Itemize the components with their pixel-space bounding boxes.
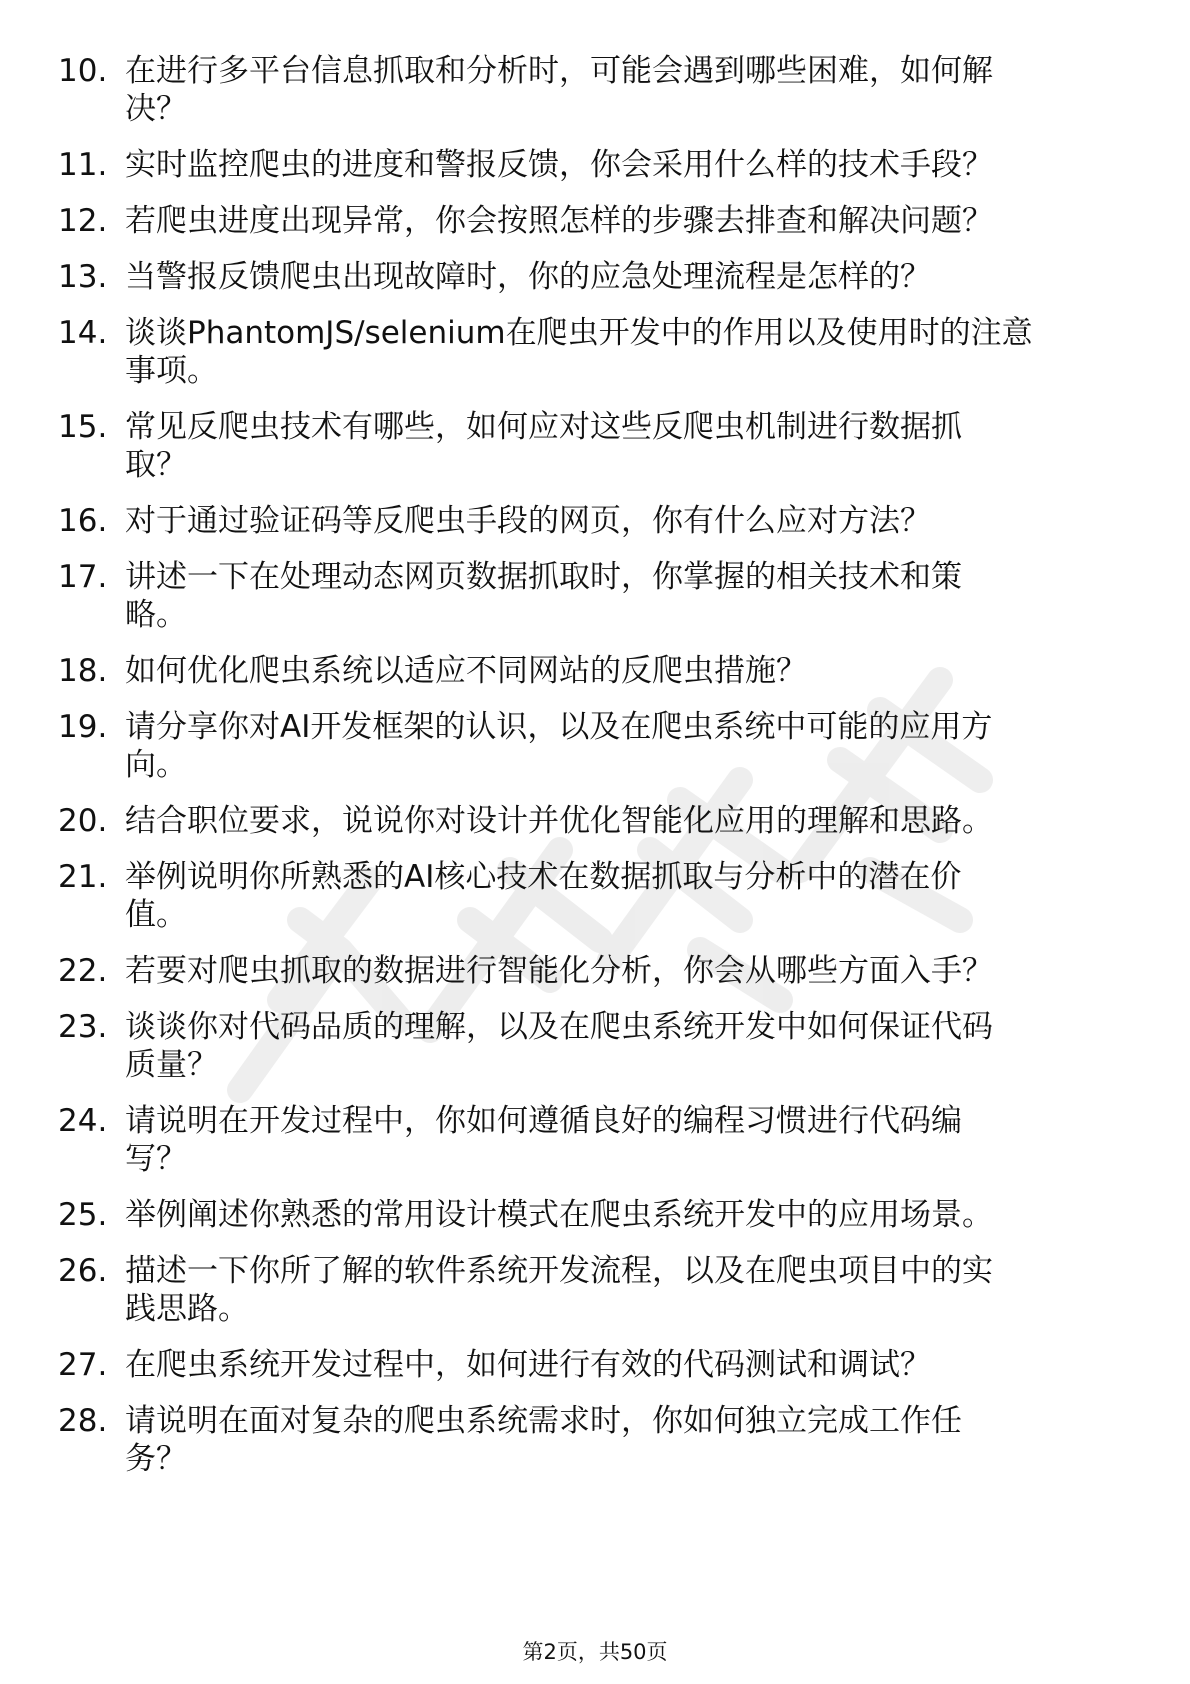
question-text-line: 若要对爬虫抓取的数据进行智能化分析，你会从哪些方面入手？ bbox=[125, 953, 993, 989]
question-text-line: 取？ bbox=[125, 447, 187, 483]
question-number: 12. bbox=[58, 203, 108, 239]
question-number: 17. bbox=[58, 559, 108, 595]
question-text bbox=[125, 858, 1125, 934]
question-text-line: 请说明在面对复杂的爬虫系统需求时，你如何独立完成工作任 bbox=[125, 1403, 962, 1439]
question-text-line: 谈谈你对代码品质的理解，以及在爬虫系统开发中如何保证代码 bbox=[125, 1009, 993, 1045]
question-text-line: 请分享你对AI开发框架的认识，以及在爬虫系统中可能的应用方 bbox=[125, 709, 993, 745]
page-footer: 第2页，共50页 bbox=[522, 1640, 668, 1664]
question-text-line: 务？ bbox=[125, 1441, 187, 1477]
question-text bbox=[125, 708, 1125, 784]
question-text bbox=[125, 1102, 1125, 1178]
question-number: 22. bbox=[58, 953, 108, 989]
question-text bbox=[125, 314, 1125, 390]
question-text bbox=[125, 502, 1125, 540]
question-text-line: 在进行多平台信息抓取和分析时，可能会遇到哪些困难，如何解 bbox=[125, 53, 993, 89]
question-text-line: 当警报反馈爬虫出现故障时，你的应急处理流程是怎样的？ bbox=[125, 259, 931, 295]
question-text-line: 实时监控爬虫的进度和警报反馈，你会采用什么样的技术手段？ bbox=[125, 147, 993, 183]
question-text bbox=[125, 258, 1125, 296]
question-number: 27. bbox=[58, 1347, 108, 1383]
question-text-line: 请说明在开发过程中，你如何遵循良好的编程习惯进行代码编 bbox=[125, 1103, 962, 1139]
question-text bbox=[125, 146, 1125, 184]
question-text-line: 事项。 bbox=[125, 353, 218, 389]
question-number: 18. bbox=[58, 653, 108, 689]
question-number: 14. bbox=[58, 315, 108, 351]
question-number: 19. bbox=[58, 709, 108, 745]
question-text-line: 结合职位要求，说说你对设计并优化智能化应用的理解和思路。 bbox=[125, 803, 993, 839]
question-text bbox=[125, 1346, 1125, 1384]
question-text bbox=[125, 652, 1125, 690]
question-text-line: 对于通过验证码等反爬虫手段的网页，你有什么应对方法？ bbox=[125, 503, 931, 539]
question-text-line: 如何优化爬虫系统以适应不同网站的反爬虫措施？ bbox=[125, 653, 807, 689]
question-text-line: 讲述一下在处理动态网页数据抓取时，你掌握的相关技术和策 bbox=[125, 559, 962, 595]
question-text bbox=[125, 52, 1125, 128]
question-text-line: 举例阐述你熟悉的常用设计模式在爬虫系统开发中的应用场景。 bbox=[125, 1197, 993, 1233]
question-text-line: 值。 bbox=[125, 897, 187, 933]
question-text-line: 写？ bbox=[125, 1141, 187, 1177]
question-number: 20. bbox=[58, 803, 108, 839]
question-number: 25. bbox=[58, 1197, 108, 1233]
question-text bbox=[125, 1008, 1125, 1084]
question-text-line: 描述一下你所了解的软件系统开发流程，以及在爬虫项目中的实 bbox=[125, 1253, 993, 1289]
question-number: 28. bbox=[58, 1403, 108, 1439]
question-text bbox=[125, 1196, 1125, 1234]
question-text-line: 谈谈PhantomJS/selenium在爬虫开发中的作用以及使用时的注意 bbox=[125, 315, 1033, 351]
question-number: 10. bbox=[58, 53, 108, 89]
question-number: 24. bbox=[58, 1103, 108, 1139]
question-text bbox=[125, 558, 1125, 634]
question-text bbox=[125, 408, 1125, 484]
question-text-line: 在爬虫系统开发过程中，如何进行有效的代码测试和调试？ bbox=[125, 1347, 931, 1383]
question-number: 16. bbox=[58, 503, 108, 539]
question-text-line: 决？ bbox=[125, 91, 187, 127]
question-number: 15. bbox=[58, 409, 108, 445]
question-number: 21. bbox=[58, 859, 108, 895]
question-text bbox=[125, 1252, 1125, 1328]
question-text-line: 若爬虫进度出现异常，你会按照怎样的步骤去排查和解决问题？ bbox=[125, 203, 993, 239]
question-text-line: 践思路。 bbox=[125, 1291, 249, 1327]
question-number: 11. bbox=[58, 147, 108, 183]
question-number: 26. bbox=[58, 1253, 108, 1289]
question-text bbox=[125, 1402, 1125, 1478]
question-number: 23. bbox=[58, 1009, 108, 1045]
question-text-line: 常见反爬虫技术有哪些，如何应对这些反爬虫机制进行数据抓 bbox=[125, 409, 962, 445]
question-text bbox=[125, 802, 1125, 840]
question-text bbox=[125, 952, 1125, 990]
question-text-line: 质量？ bbox=[125, 1047, 218, 1083]
question-text bbox=[125, 202, 1125, 240]
question-text-line: 向。 bbox=[125, 747, 187, 783]
question-text-line: 举例说明你所熟悉的AI核心技术在数据抓取与分析中的潜在价 bbox=[125, 859, 962, 895]
question-text-line: 略。 bbox=[125, 597, 187, 633]
question-number: 13. bbox=[58, 259, 108, 295]
